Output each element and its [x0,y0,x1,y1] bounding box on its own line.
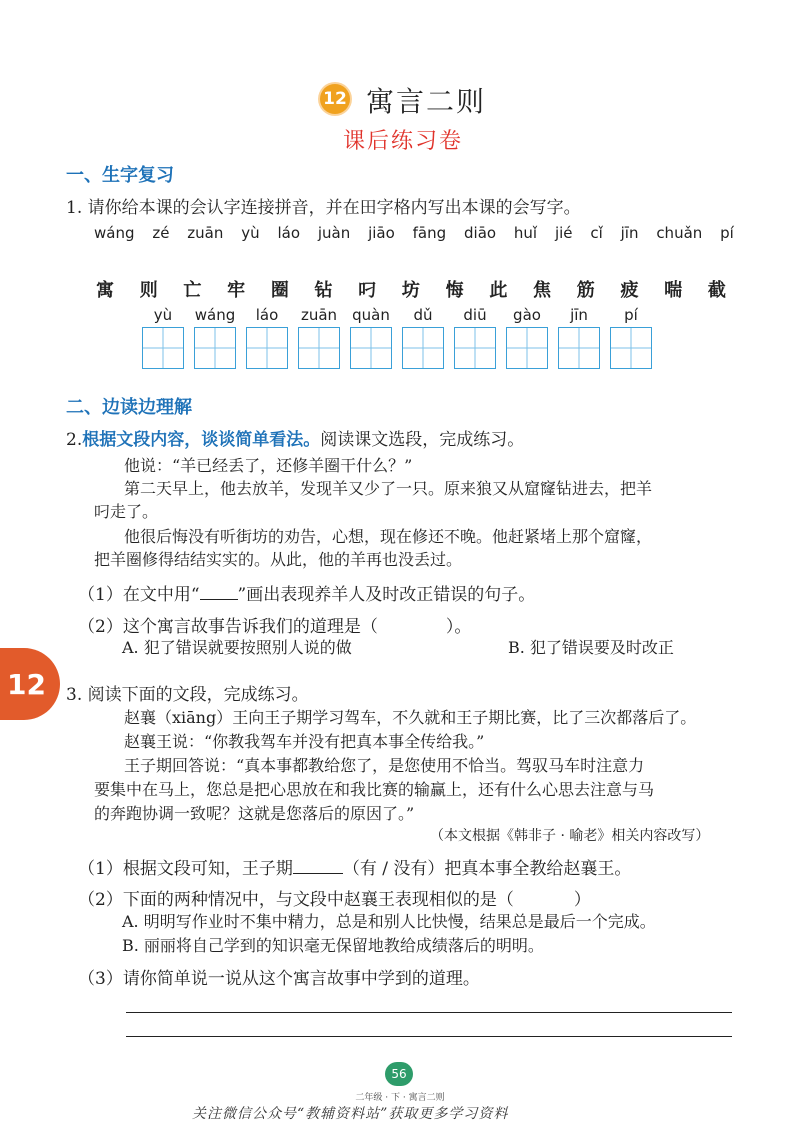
q3-sub2-text-b: ） [573,890,591,910]
section-heading-2: 二、边读边理解 [66,397,192,418]
pinyin-options-row [94,224,734,242]
pinyin-option[interactable]: fāng [412,224,447,242]
q2-passage-line-1: 他说：“羊已经丢了，还修羊圈干什么？” [124,456,413,475]
q3-sub1-text-b: （有 / 没有）把真本事全教给赵襄王。 [342,859,632,879]
pinyin-option[interactable]: jié [554,224,573,242]
question-3-prompt: 3. 阅读下面的文段，完成练习。 [66,685,309,705]
tianzige-box[interactable] [610,327,652,369]
question-2-highlight: 根据文段内容，谈谈简单看法。 [82,430,321,450]
character-option[interactable]: 圈 [270,280,289,301]
tianzige-box[interactable] [298,327,340,369]
character-option[interactable]: 喘 [664,280,683,301]
character-option[interactable]: 钻 [314,280,333,301]
pinyin-option[interactable]: wáng [94,224,135,242]
q3-option-b: B. 丽丽将自己学到的知识毫无保留地教给成绩落后的明明。 [122,936,544,955]
character-option[interactable]: 则 [139,280,158,301]
tianzige-box[interactable] [246,327,288,369]
answer-line-1[interactable] [126,1012,732,1013]
q3-passage-line-5: 的奔跑协调一致呢？这就是您落后的原因了。” [94,804,415,823]
q3-sub2 [78,885,591,910]
question-2-instruction: 阅读课文选段，完成练习。 [320,430,525,450]
q2-passage-line-3: 叼走了。 [94,502,159,521]
q3-passage-line-3: 王子期回答说：“真本事都教给您了，是您使用不恰当。驾驭马车时注意力 [124,756,645,775]
question-2-number: 2. [66,430,83,450]
pinyin-option[interactable]: zuān [187,224,224,242]
q2-option-a: A. 犯了错误就要按照别人说的做 [122,638,352,657]
answer-line-2[interactable] [126,1036,732,1037]
character-option[interactable]: 此 [489,280,508,301]
pinyin-option[interactable]: chuǎn [656,224,703,242]
grid-pinyin-label: yù [153,306,173,324]
pinyin-option[interactable]: yù [241,224,260,242]
tianzige-box[interactable] [402,327,444,369]
tianzige-box[interactable] [350,327,392,369]
q3-sub2-text-a: （2）下面的两种情况中，与文段中赵襄王表现相似的是（ [78,890,514,910]
pinyin-option[interactable]: pí [720,224,734,242]
tianzige-box[interactable] [558,327,600,369]
page-number-badge: 56 [385,1062,413,1086]
grid-pinyin-label: diū [463,306,487,324]
q3-passage-line-2: 赵襄王说：“你教我驾车并没有把真本事全传给我。” [124,732,485,751]
q3-sub3: （3）请你简单说一说从这个寓言故事中学到的道理。 [78,969,480,989]
pinyin-option[interactable]: cǐ [590,224,603,242]
q3-passage-line-1: 赵襄（xiāng）王向王子期学习驾车，不久就和王子期比赛，比了三次都落后了。 [124,708,697,727]
grid-pinyin-label: gào [513,306,541,324]
q3-sub1 [78,854,631,879]
q2-sub2 [78,612,471,637]
pinyin-option[interactable]: huǐ [513,224,538,242]
grid-pinyin-label: quàn [352,306,390,324]
character-option[interactable]: 截 [707,280,726,301]
grid-pinyin-label: láo [255,306,279,324]
q2-sub1-text-b: ”画出表现养羊人及时改正错误的句子。 [237,585,536,605]
q2-passage-line-2: 第二天早上，他去放羊，发现羊又少了一只。原来狼又从窟窿钻进去，把羊 [124,479,653,498]
q2-sub2-text-b: ）。 [445,617,472,637]
question-2-prompt [66,425,524,450]
q2-sub2-text-a: （2）这个寓言故事告诉我们的道理是（ [78,617,378,637]
character-option[interactable]: 疲 [620,280,639,301]
lesson-number-badge: 12 [320,84,350,114]
pinyin-option[interactable]: jiāo [368,224,395,242]
pinyin-option[interactable]: jīn [620,224,639,242]
character-option[interactable]: 焦 [533,280,552,301]
pinyin-option[interactable]: zé [152,224,170,242]
grid-pinyin-label: wáng [194,306,236,324]
grid-pinyin-label: jīn [570,306,588,324]
pinyin-option[interactable]: láo [277,224,301,242]
character-option[interactable]: 牢 [227,280,246,301]
characters-row [96,276,726,302]
q2-option-b: B. 犯了错误要及时改正 [508,638,674,657]
pinyin-option[interactable]: juàn [317,224,351,242]
grid-pinyin-label: pí [624,306,638,324]
q3-option-a: A. 明明写作业时不集中精力，总是和别人比快慢，结果总是最后一个完成。 [122,912,656,931]
grid-pinyin-label: dǔ [413,306,433,324]
q2-passage-line-5: 把羊圈修得结结实实的。从此，他的羊再也没丢过。 [94,550,463,569]
q3-sub1-text-a: （1）根据文段可知，王子期 [78,859,293,879]
page-title: 寓言二则 [366,85,487,118]
q3-source-note: （本文根据《韩非子 · 喻老》相关内容改写） [430,828,710,844]
grid-pinyin-label: zuān [300,306,338,324]
q2-sub1-line-sample [200,599,238,600]
character-option[interactable]: 叼 [358,280,377,301]
q2-passage-line-4: 他很后悔没有听街坊的劝告，心想，现在修还不晚。他赶紧堵上那个窟窿， [124,527,653,546]
q3-passage-line-4: 要集中在马上，您总是把心思放在和我比赛的输赢上，还有什么心思去注意与马 [94,780,655,799]
page-subtitle: 课后练习卷 [343,129,464,154]
tianzige-box[interactable] [454,327,496,369]
q2-sub1 [78,580,535,605]
character-option[interactable]: 寓 [96,280,114,301]
character-option[interactable]: 坊 [401,280,420,301]
character-option[interactable]: 筋 [576,280,595,301]
character-option[interactable]: 悔 [445,280,464,301]
section-heading-1: 一、生字复习 [66,165,174,186]
tianzige-box[interactable] [194,327,236,369]
tianzige-box[interactable] [506,327,548,369]
page-caption: 二年级 · 下 · 寓言二则 [355,1093,445,1103]
q2-sub1-text-a: （1）在文中用“ [78,585,200,605]
q3-sub1-answer-blank[interactable] [293,873,343,874]
character-option[interactable]: 亡 [183,280,202,301]
lesson-side-tab: 12 [0,648,60,720]
question-1-prompt: 1. 请你给本课的会认字连接拼音，并在田字格内写出本课的会写字。 [66,198,581,218]
tianzige-box[interactable] [142,327,184,369]
footer-note: 关注微信公众号“教辅资料站”获取更多学习资料 [192,1106,509,1122]
pinyin-option[interactable]: diāo [464,224,497,242]
